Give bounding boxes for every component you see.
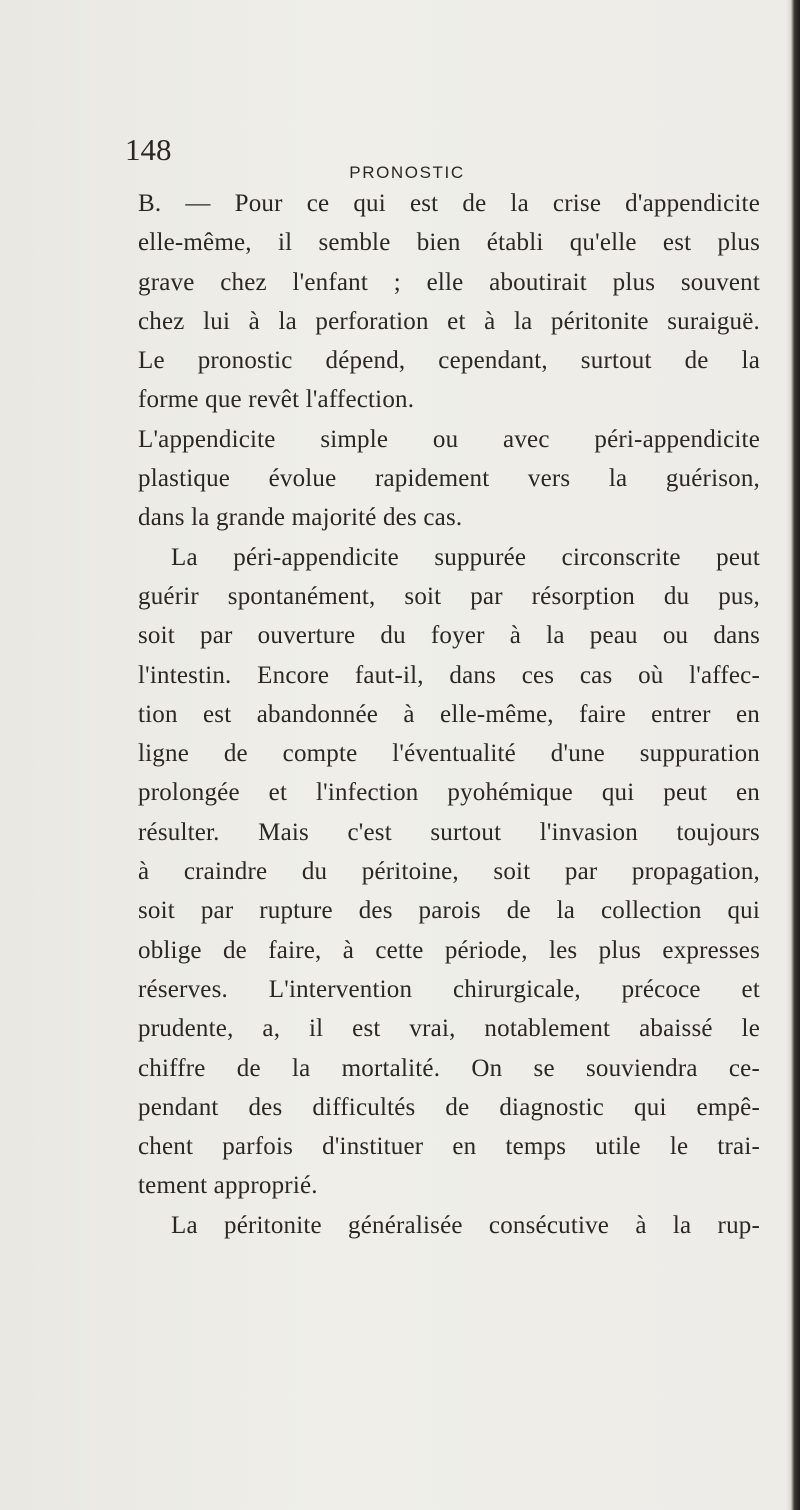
body-text xyxy=(138,184,760,1245)
text-line: guérir spontanément, soit par résorption du pus, xyxy=(138,582,760,610)
text-line: résulter. Mais c'est surtout l'invasion toujours xyxy=(138,818,760,846)
text-line: réserves. L'intervention chirurgicale, précoce et xyxy=(138,975,760,1003)
text-line: elle-même, il semble bien établi qu'elle est plus xyxy=(138,229,760,257)
text-line: chiffre de la mortalité. On se souviendra ce- xyxy=(138,1054,760,1082)
text-line: chent parfois d'instituer en temps utile le trai- xyxy=(138,1133,760,1161)
text-line: plastique évolue rapidement vers la guérison, xyxy=(138,465,760,493)
text-line: soit par rupture des parois de la collection qui xyxy=(138,897,760,925)
text-line: forme que revêt l'affection. xyxy=(138,386,415,414)
text-line: tement approprié. xyxy=(138,1172,318,1200)
text-line: B. — Pour ce qui est de la crise d'appendicite xyxy=(138,190,760,217)
text-line: La péritonite généralisée consécutive à la rup- xyxy=(171,1211,760,1239)
page-edge-shadow xyxy=(786,0,800,1510)
text-line: La péri-appendicite suppurée circonscrite peut xyxy=(171,543,760,571)
text-line: ligne de compte l'éventualité d'une suppuration xyxy=(138,740,760,768)
text-line: tion est abandonnée à elle-même, faire entrer en xyxy=(138,700,760,728)
text-line: l'intestin. Encore faut-il, dans ces cas où l'affec- xyxy=(138,661,760,689)
text-line: oblige de faire, à cette période, les plus expresses xyxy=(138,936,760,964)
text-line: dans la grande majorité des cas. xyxy=(138,504,463,532)
running-head: PRONOSTIC xyxy=(349,163,465,182)
text-line: grave chez l'enfant ; elle aboutirait plus souvent xyxy=(138,268,760,296)
text-line: à craindre du péritoine, soit par propagation, xyxy=(138,858,760,886)
text-line: chez lui à la perforation et à la péritonite suraiguë. xyxy=(138,307,760,335)
text-line: pendant des difficultés de diagnostic qui empê- xyxy=(138,1093,760,1121)
text-line: Le pronostic dépend, cependant, surtout de la xyxy=(138,347,760,375)
text-line: prolongée et l'infection pyohémique qui peut en xyxy=(138,779,760,807)
text-line: prudente, a, il est vrai, notablement abaissé le xyxy=(138,1015,760,1043)
page-number: 148 xyxy=(125,132,172,167)
text-line: L'appendicite simple ou avec péri-appendicite xyxy=(138,425,760,453)
text-line: soit par ouverture du foyer à la peau ou dans xyxy=(138,622,760,650)
